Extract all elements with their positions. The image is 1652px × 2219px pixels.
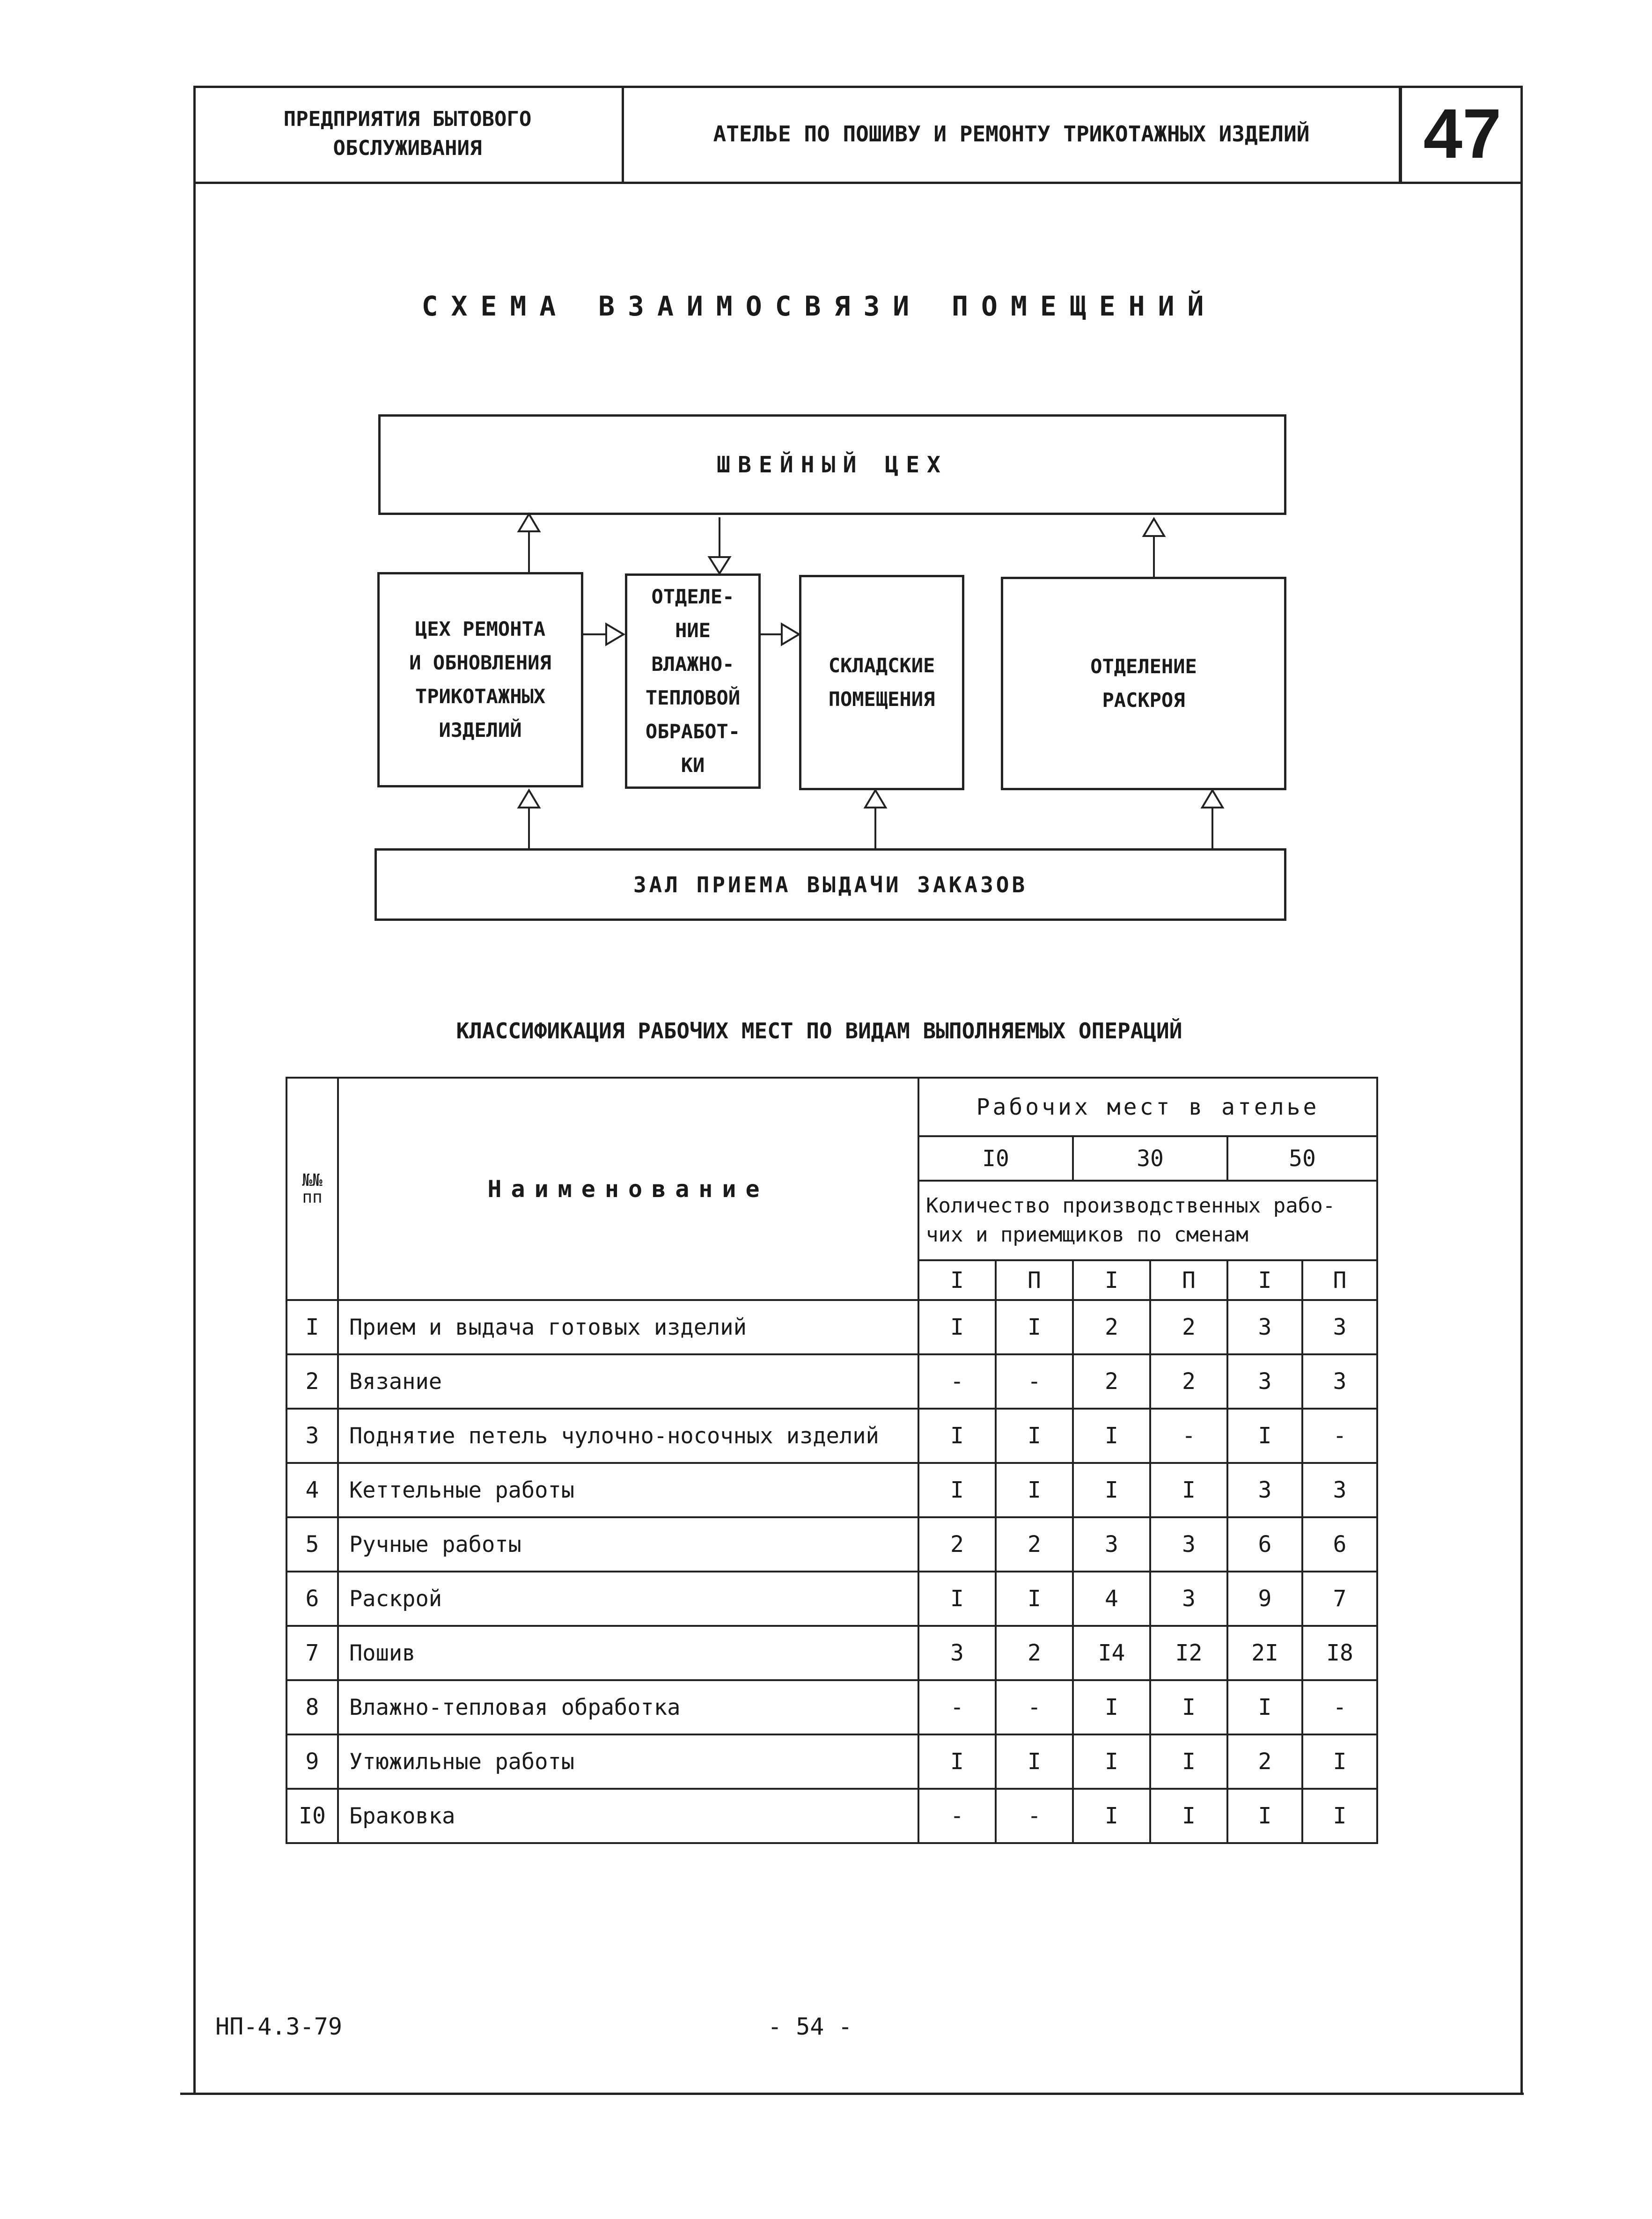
row-name: Раскрой <box>338 1572 918 1626</box>
steam-dept-line: КИ <box>681 754 705 777</box>
steam-dept-box <box>625 573 761 789</box>
table-row <box>286 1354 1377 1409</box>
row-value: I <box>1227 1409 1302 1463</box>
row-value: I <box>996 1572 1073 1626</box>
row-value: - <box>996 1680 1073 1734</box>
row-value: 3 <box>1227 1463 1302 1517</box>
col-no-line-2: пп <box>302 1187 323 1207</box>
sub-header-line-2: чих и приемщиков по сменам <box>926 1223 1248 1247</box>
table-row <box>286 1300 1377 1354</box>
shift-cell: I <box>918 1260 996 1300</box>
row-number: 9 <box>286 1734 338 1789</box>
row-value: I <box>1227 1680 1302 1734</box>
sub-header-line-1: Количество производственных рабо- <box>926 1194 1336 1218</box>
row-value: I <box>1073 1680 1150 1734</box>
row-name: Ручные работы <box>338 1517 918 1572</box>
row-value: 6 <box>1227 1517 1302 1572</box>
row-value: 2 <box>1073 1300 1150 1354</box>
page-number: - 54 - <box>768 2013 852 2040</box>
row-name: Кеттельные работы <box>338 1463 918 1517</box>
row-number: 3 <box>286 1409 338 1463</box>
row-value: - <box>1302 1680 1377 1734</box>
row-value: I <box>996 1300 1073 1354</box>
row-value: 9 <box>1227 1572 1302 1626</box>
capacity-cell: 50 <box>1227 1136 1377 1181</box>
capacity-cell: I0 <box>918 1136 1073 1181</box>
row-value: I <box>1150 1789 1227 1843</box>
row-value: 2 <box>918 1517 996 1572</box>
table-row <box>286 1409 1377 1463</box>
order-hall-box: ЗАЛ ПРИЕМА ВЫДАЧИ ЗАКАЗОВ <box>374 848 1286 921</box>
row-value: - <box>918 1354 996 1409</box>
repair-shop-line: ТРИКОТАЖНЫХ <box>415 685 546 708</box>
row-name: Пошив <box>338 1626 918 1680</box>
row-value: I2 <box>1150 1626 1227 1680</box>
row-name: Влажно-тепловая обработка <box>338 1680 918 1734</box>
workplaces-table <box>286 1077 1378 1844</box>
row-value: - <box>918 1789 996 1843</box>
row-number: 7 <box>286 1626 338 1680</box>
repair-shop-line: И ОБНОВЛЕНИЯ <box>409 651 551 674</box>
row-value: - <box>918 1680 996 1734</box>
row-value: 3 <box>1150 1517 1227 1572</box>
row-name: Утюжильные работы <box>338 1734 918 1789</box>
steam-dept-line: ТЕПЛОВОЙ <box>645 686 741 709</box>
row-value: 3 <box>1073 1517 1150 1572</box>
row-number: 2 <box>286 1354 338 1409</box>
row-number: 6 <box>286 1572 338 1626</box>
cutting-dept-box <box>1001 577 1286 790</box>
sub-header <box>918 1181 1377 1260</box>
row-value: I <box>1302 1734 1377 1789</box>
shift-cell: П <box>996 1260 1073 1300</box>
doc-code: НП-4.3-79 <box>215 2013 342 2040</box>
row-value: I <box>1073 1734 1150 1789</box>
row-value: 4 <box>1073 1572 1150 1626</box>
row-value: 2 <box>1150 1354 1227 1409</box>
row-value: I <box>918 1572 996 1626</box>
row-value: I <box>1073 1463 1150 1517</box>
row-value: I8 <box>1302 1626 1377 1680</box>
shift-cell: П <box>1302 1260 1377 1300</box>
sewing-shop-box: ШВЕЙНЫЙ ЦЕХ <box>378 414 1286 515</box>
row-name: Браковка <box>338 1789 918 1843</box>
table-row <box>286 1734 1377 1789</box>
category-line-1: ПРЕДПРИЯТИЯ БЫТОВОГО <box>283 107 532 131</box>
row-name: Поднятие петель чулочно-носочных изделий <box>338 1409 918 1463</box>
steam-dept-line: НИЕ <box>675 619 711 642</box>
table-row <box>286 1517 1377 1572</box>
row-number: I <box>286 1300 338 1354</box>
col-name-header: Наименование <box>338 1078 918 1300</box>
row-value: - <box>1150 1409 1227 1463</box>
row-value: I <box>918 1734 996 1789</box>
row-number: 5 <box>286 1517 338 1572</box>
row-value: 3 <box>1302 1354 1377 1409</box>
steam-dept-line: ОТДЕЛЕ- <box>651 585 734 608</box>
row-value: 2 <box>1150 1300 1227 1354</box>
repair-shop-box <box>377 572 583 787</box>
row-value: I <box>1150 1463 1227 1517</box>
row-value: 3 <box>1150 1572 1227 1626</box>
row-value: 7 <box>1302 1572 1377 1626</box>
row-value: I <box>1150 1734 1227 1789</box>
cutting-dept-line: РАСКРОЯ <box>1102 689 1185 712</box>
row-value: - <box>1302 1409 1377 1463</box>
row-value: I <box>996 1734 1073 1789</box>
steam-dept-line: ОБРАБОТ- <box>645 720 741 743</box>
col-no-line-1: №№ <box>302 1170 323 1190</box>
row-name: Прием и выдача готовых изделий <box>338 1300 918 1354</box>
col-no-header <box>286 1078 338 1300</box>
row-name: Вязание <box>338 1354 918 1409</box>
row-value: 2 <box>1073 1354 1150 1409</box>
row-value: I <box>918 1409 996 1463</box>
row-value: 2 <box>996 1517 1073 1572</box>
row-value: I <box>1073 1789 1150 1843</box>
subject-cell: АТЕЛЬЕ ПО ПОШИВУ И РЕМОНТУ ТРИКОТАЖНЫХ ИЗДЕЛИЙ <box>713 121 1310 147</box>
row-value: 2 <box>1227 1734 1302 1789</box>
row-value: I <box>996 1409 1073 1463</box>
row-value: 2 <box>996 1626 1073 1680</box>
table-row <box>286 1626 1377 1680</box>
row-value: I <box>1302 1789 1377 1843</box>
category-line-2: ОБСЛУЖИВАНИЯ <box>333 136 482 160</box>
storage-box <box>799 575 964 790</box>
row-value: 3 <box>918 1626 996 1680</box>
row-value: 3 <box>1227 1300 1302 1354</box>
cutting-dept-line: ОТДЕЛЕНИЕ <box>1090 655 1197 678</box>
storage-line: ПОМЕЩЕНИЯ <box>828 688 935 711</box>
storage-line: СКЛАДСКИЕ <box>828 654 935 677</box>
row-value: 3 <box>1227 1354 1302 1409</box>
row-value: - <box>996 1354 1073 1409</box>
row-number: 8 <box>286 1680 338 1734</box>
row-value: I <box>1073 1409 1150 1463</box>
row-value: I <box>1150 1680 1227 1734</box>
table-title: КЛАССИФИКАЦИЯ РАБОЧИХ МЕСТ ПО ВИДАМ ВЫПОЛНЯЕМЫХ ОПЕРАЦИЙ <box>456 1018 1182 1043</box>
row-value: 3 <box>1302 1463 1377 1517</box>
repair-shop-line: ЦЕХ РЕМОНТА <box>415 617 546 640</box>
steam-dept-line: ВЛАЖНО- <box>651 653 734 676</box>
row-value: I <box>1227 1789 1302 1843</box>
repair-shop-line: ИЗДЕЛИЙ <box>439 719 522 742</box>
row-value: I4 <box>1073 1626 1150 1680</box>
table-row <box>286 1680 1377 1734</box>
row-value: 3 <box>1302 1300 1377 1354</box>
table-row <box>286 1463 1377 1517</box>
row-value: I <box>996 1463 1073 1517</box>
row-value: 6 <box>1302 1517 1377 1572</box>
shift-cell: I <box>1227 1260 1302 1300</box>
table-row <box>286 1572 1377 1626</box>
capacity-cell: 30 <box>1073 1136 1227 1181</box>
table-body <box>286 1300 1377 1843</box>
row-value: I <box>918 1300 996 1354</box>
row-value: - <box>996 1789 1073 1843</box>
group-header: Рабочих мест в ателье <box>918 1078 1377 1136</box>
shift-cell: П <box>1150 1260 1227 1300</box>
shift-cell: I <box>1073 1260 1150 1300</box>
row-value: I <box>918 1463 996 1517</box>
sheet-number: 47 <box>1399 86 1523 182</box>
row-value: 2I <box>1227 1626 1302 1680</box>
row-number: I0 <box>286 1789 338 1843</box>
row-number: 4 <box>286 1463 338 1517</box>
table-row <box>286 1789 1377 1843</box>
diagram-title: СХЕМА ВЗАИМОСВЯЗИ ПОМЕЩЕНИЙ <box>421 290 1217 322</box>
